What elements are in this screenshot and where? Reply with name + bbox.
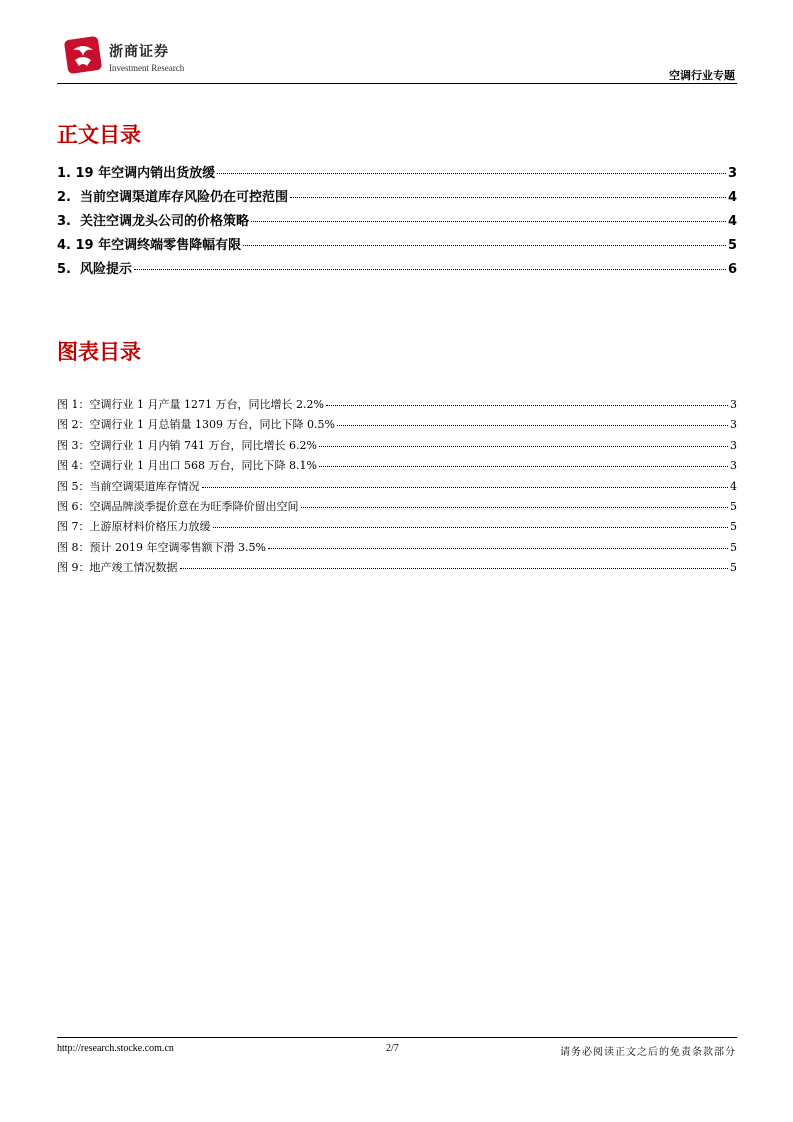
figure-item[interactable]: [57, 416, 737, 436]
dot-leader: [134, 269, 726, 270]
footer-divider: [57, 1037, 737, 1038]
table-of-contents: [57, 162, 737, 282]
dot-leader: [319, 446, 728, 447]
page-number: 2/7: [386, 1043, 399, 1054]
toc-item-number: 2.: [57, 190, 81, 205]
toc-item[interactable]: [57, 258, 737, 282]
dot-leader: [202, 487, 729, 488]
toc-item-page: 5: [727, 238, 737, 253]
figure-item[interactable]: [57, 518, 737, 538]
dot-leader: [180, 568, 729, 569]
dot-leader: [251, 221, 726, 222]
dot-leader: [337, 425, 728, 426]
footer-disclaimer: 请务必阅读正文之后的免责条款部分: [560, 1047, 736, 1058]
toc-item-page: 4: [727, 214, 737, 229]
footer-url[interactable]: http://research.stocke.com.cn: [57, 1043, 174, 1054]
dot-leader: [217, 173, 726, 174]
toc-item[interactable]: [57, 186, 737, 210]
toc-item[interactable]: [57, 234, 737, 258]
dot-leader: [213, 527, 729, 528]
figure-item-page: 5: [730, 499, 737, 513]
figure-item-label: 图 3：空调行业 1 月内销 741 万台，同比增长 6.2%: [57, 438, 317, 452]
figure-item-page: 4: [730, 479, 737, 493]
toc-item-title: 风险提示: [80, 262, 133, 277]
toc-item-number: 5.: [57, 262, 81, 277]
figure-item-label: 图 2：空调行业 1 月总销量 1309 万台，同比下降 0.5%: [57, 418, 335, 432]
figure-item-page: 5: [730, 561, 737, 575]
toc-item-number: 1.: [57, 166, 76, 181]
header-divider: [57, 83, 737, 84]
report-title: 空调行业专题: [669, 69, 735, 82]
page-header: [57, 32, 737, 84]
toc-item-number: 3.: [57, 214, 81, 229]
zheshang-logo-icon: [63, 36, 103, 74]
toc-item-title: 关注空调龙头公司的价格策略: [80, 214, 250, 229]
figure-item-page: 5: [730, 540, 737, 554]
logo-company-name: 浙商证券: [109, 44, 169, 60]
figure-item-label: 图 6：空调品牌淡季提价意在为旺季降价留出空间: [57, 499, 299, 513]
figure-item-label: 图 9：地产竣工情况数据: [57, 561, 178, 575]
dot-leader: [268, 548, 728, 549]
list-of-figures: [57, 396, 737, 580]
figure-item[interactable]: [57, 396, 737, 416]
toc-item-page: 3: [727, 166, 737, 181]
figure-item-page: 3: [730, 398, 737, 411]
dot-leader: [301, 507, 729, 508]
figure-item[interactable]: [57, 498, 737, 518]
toc-item-title: 19 年空调内销出货放缓: [75, 166, 216, 181]
figure-item-label: 图 1：空调行业 1 月产量 1271 万台，同比增长 2.2%: [57, 398, 324, 411]
figure-item-page: 5: [730, 520, 737, 534]
logo-subtitle: Investment Research: [109, 63, 185, 73]
figure-item-page: 3: [730, 438, 737, 452]
figure-item[interactable]: [57, 437, 737, 457]
figure-item-label: 图 8：预计 2019 年空调零售额下滑 3.5%: [57, 540, 266, 554]
figure-item-label: 图 7：上游原材料价格压力放缓: [57, 520, 211, 534]
dot-leader: [243, 245, 726, 246]
figure-item-page: 3: [730, 459, 737, 473]
toc-item-page: 6: [727, 262, 737, 277]
dot-leader: [290, 197, 726, 198]
figures-heading: 图表目录: [57, 340, 141, 364]
figure-item[interactable]: [57, 457, 737, 477]
figure-item[interactable]: [57, 559, 737, 579]
figure-item[interactable]: [57, 539, 737, 559]
toc-item-number: 4.: [57, 238, 76, 253]
figure-item-page: 3: [730, 418, 737, 432]
dot-leader: [319, 466, 728, 467]
toc-item-page: 4: [727, 190, 737, 205]
toc-heading: 正文目录: [57, 123, 141, 147]
toc-item[interactable]: [57, 162, 737, 186]
toc-item-title: 19 年空调终端零售降幅有限: [75, 238, 242, 253]
figure-item-label: 图 5：当前空调渠道库存情况: [57, 479, 200, 493]
dot-leader: [326, 405, 728, 406]
figure-item-label: 图 4：空调行业 1 月出口 568 万台，同比下降 8.1%: [57, 459, 317, 473]
toc-item[interactable]: [57, 210, 737, 234]
toc-item-title: 当前空调渠道库存风险仍在可控范围: [80, 190, 289, 205]
figure-item[interactable]: [57, 478, 737, 498]
